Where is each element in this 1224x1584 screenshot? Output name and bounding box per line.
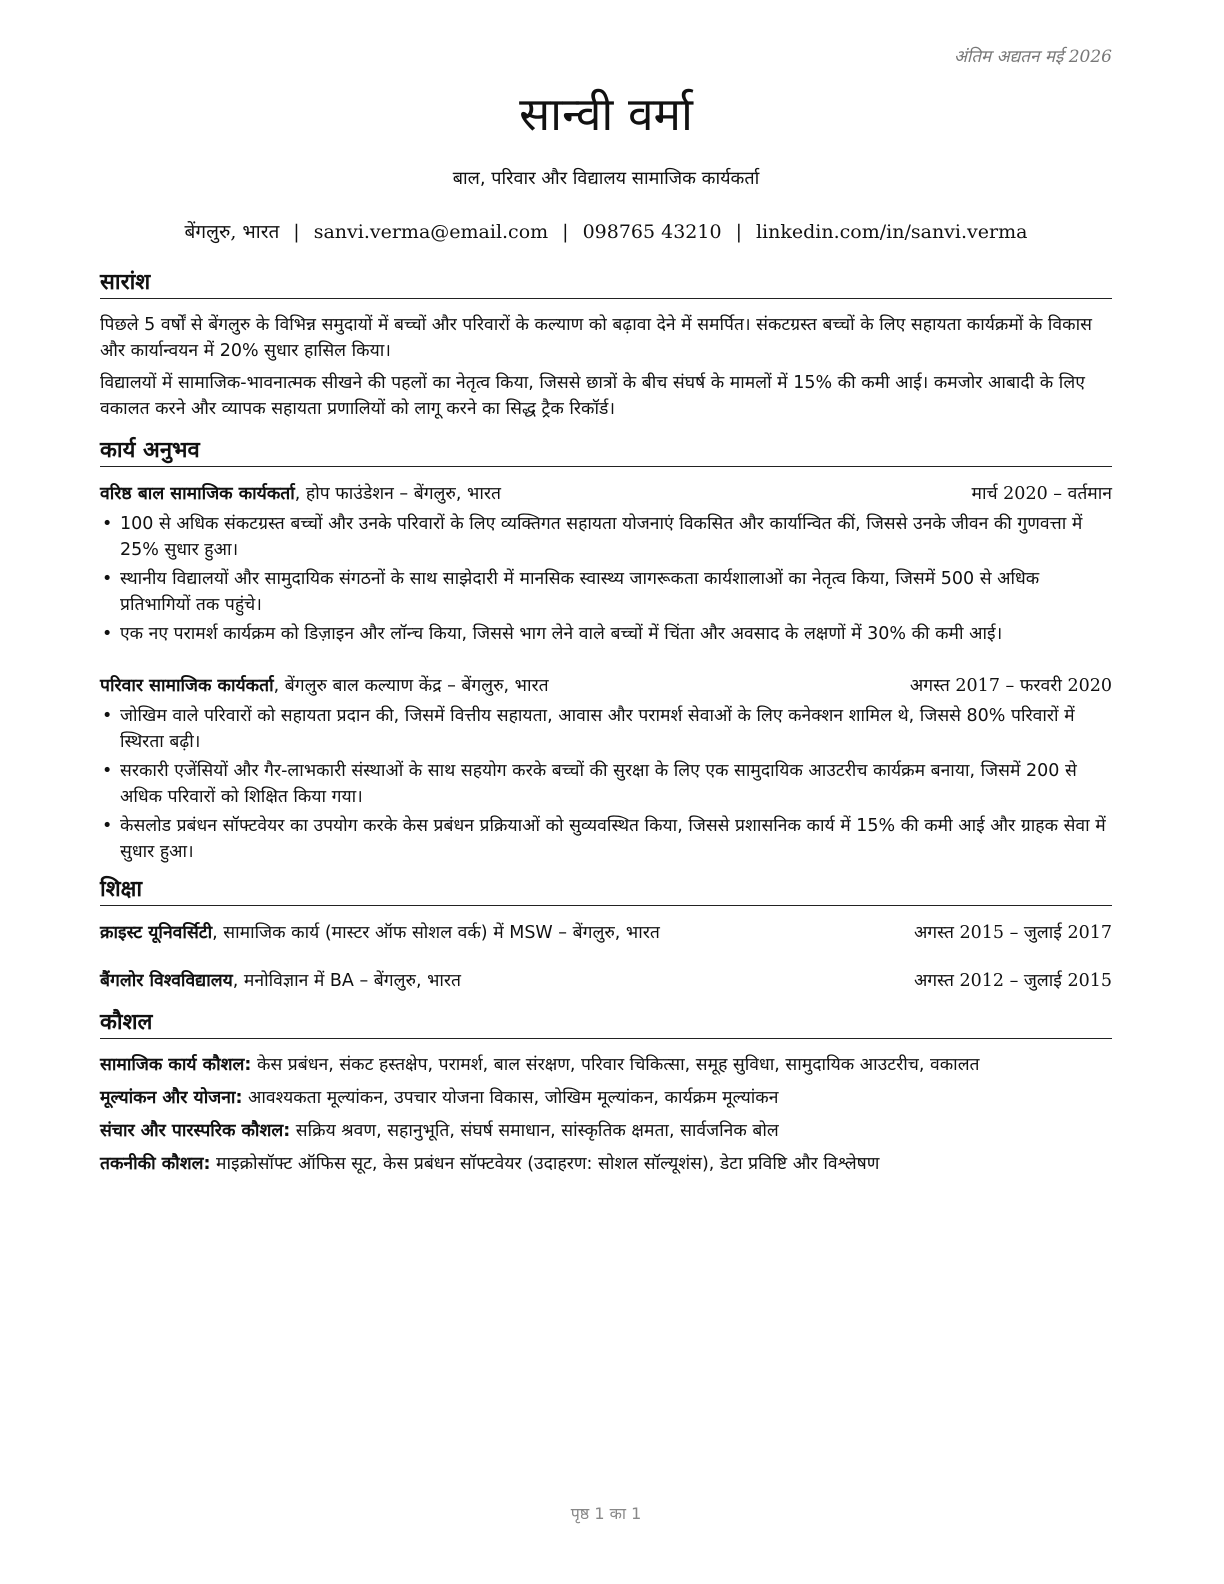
contact-line bbox=[100, 218, 1112, 244]
job-bullet: • केसलोड प्रबंधन सॉफ्टवेयर का उपयोग करके केस प्रबंधन प्रक्रियाओं को सुव्यवस्थित किया, जिससे प्रशासनिक कार्य में 15% की कमी आई और ग्राहक सेवा में सुधार हुआ। bbox=[100, 813, 1112, 865]
summary-paragraph: विद्यालयों में सामाजिक-भावनात्मक सीखने की पहलों का नेतृत्व किया, जिससे छात्रों के बीच संघर्ष के मामलों में 15% की कमी आई। कमजोर आबादी के लिए वकालत करने और व्यापक सहायता प्रणालियों को लागू करने का सिद्ध ट्रैक रिकॉर्ड। bbox=[100, 373, 1085, 419]
summary-section bbox=[100, 312, 1112, 428]
skill-label: सामाजिक कार्य कौशल: bbox=[100, 1055, 252, 1075]
skill-row bbox=[100, 1118, 1112, 1144]
resume-tagline: बाल, परिवार और विद्यालय सामाजिक कार्यकर्ता bbox=[452, 168, 760, 189]
section-title-summary: सारांश bbox=[100, 268, 1112, 299]
skill-value: आवश्यकता मूल्यांकन, उपचार योजना विकास, जोखिम मूल्यांकन, कार्यक्रम मूल्यांकन bbox=[242, 1088, 779, 1108]
skill-row bbox=[100, 1151, 1112, 1177]
job-bullet: • 100 से अधिक संकटग्रस्त बच्चों और उनके परिवारों के लिए व्यक्तिगत सहायता योजनाएं विकसित और कार्यान्वित कीं, जिससे उनके जीवन की गुणवत्ता में 25% सुधार हुआ। bbox=[100, 511, 1112, 563]
education-institution: बैंगलोर विश्वविद्यालय bbox=[100, 971, 233, 991]
contact-location: बेंगलुरु, भारत bbox=[184, 221, 280, 243]
job-dates: अगस्त 2017 – फरवरी 2020 bbox=[909, 676, 1112, 696]
skill-value: सक्रिय श्रवण, सहानुभूति, संघर्ष समाधान, सांस्कृतिक क्षमता, सार्वजनिक बोल bbox=[290, 1121, 779, 1141]
job-dates: मार्च 2020 – वर्तमान bbox=[971, 484, 1112, 504]
skill-label: तकनीकी कौशल: bbox=[100, 1154, 211, 1174]
job-title-line bbox=[100, 673, 549, 699]
contact-separator: | bbox=[562, 221, 569, 243]
education-dates: अगस्त 2015 – जुलाई 2017 bbox=[913, 923, 1112, 943]
education-title-line bbox=[100, 920, 660, 946]
skills-section bbox=[100, 1052, 1112, 1184]
education-entry bbox=[100, 920, 1112, 946]
summary-paragraph: पिछले 5 वर्षों से बेंगलुरु के विभिन्न समुदायों में बच्चों और परिवारों के कल्याण को बढ़ावा देने में समर्पित। संकटग्रस्त बच्चों के लिए सहायता कार्यक्रमों के विकास और कार्यान्वयन में 20% सुधार हासिल किया। bbox=[100, 315, 1092, 361]
job-bullet: • स्थानीय विद्यालयों और सामुदायिक संगठनों के साथ साझेदारी में मानसिक स्वास्थ्य जागरूकता कार्यशालाओं का नेतृत्व किया, जिसमें 500 से अधिक प्रतिभागियों तक पहुंचे। bbox=[100, 566, 1112, 618]
job-bullets bbox=[100, 703, 1112, 865]
skill-value: केस प्रबंधन, संकट हस्तक्षेप, परामर्श, बाल संरक्षण, परिवार चिकित्सा, समूह सुविधा, सामुदायिक आउटरीच, वकालत bbox=[251, 1055, 980, 1075]
last-updated-note: अंतिम अद्यतन मई 2026 bbox=[953, 47, 1112, 67]
contact-separator: | bbox=[293, 221, 300, 243]
section-title-experience: कार्य अनुभव bbox=[100, 436, 1112, 467]
job-org: , होप फाउंडेशन – बेंगलुरु, भारत bbox=[294, 484, 501, 504]
job-bullet: • जोखिम वाले परिवारों को सहायता प्रदान की, जिसमें वित्तीय सहायता, आवास और परामर्श सेवाओं के लिए कनेक्शन शामिल थे, जिससे 80% परिवारों में स्थिरता बढ़ी। bbox=[100, 703, 1112, 755]
job-header bbox=[100, 673, 1112, 699]
job-title-line bbox=[100, 481, 501, 507]
education-institution: क्राइस्ट यूनिवर्सिटी bbox=[100, 923, 213, 943]
job-bullet: • एक नए परामर्श कार्यक्रम को डिज़ाइन और लॉन्च किया, जिससे भाग लेने वाले बच्चों में चिंता और अवसाद के लक्षणों में 30% की कमी आई। bbox=[100, 621, 1112, 647]
education-detail: , सामाजिक कार्य (मास्टर ऑफ सोशल वर्क) में MSW – बेंगलुरु, भारत bbox=[212, 923, 660, 943]
job-header bbox=[100, 481, 1112, 507]
education-entry bbox=[100, 968, 1112, 994]
skill-row bbox=[100, 1085, 1112, 1111]
skill-value: माइक्रोसॉफ्ट ऑफिस सूट, केस प्रबंधन सॉफ्टवेयर (उदाहरण: सोशल सॉल्यूशंस), डेटा प्रविष्टि और विश्लेषण bbox=[210, 1154, 880, 1174]
education-dates: अगस्त 2012 – जुलाई 2015 bbox=[913, 971, 1112, 991]
section-title-education: शिक्षा bbox=[100, 875, 1112, 906]
job-entry bbox=[100, 673, 1112, 868]
education-row bbox=[100, 968, 1112, 994]
skill-label: मूल्यांकन और योजना: bbox=[100, 1088, 243, 1108]
contact-separator: | bbox=[735, 221, 742, 243]
section-title-skills: कौशल bbox=[100, 1008, 1112, 1039]
skill-row bbox=[100, 1052, 1112, 1078]
contact-linkedin-link[interactable]: linkedin.com/in/sanvi.verma bbox=[755, 221, 1028, 243]
job-org: , बेंगलुरु बाल कल्याण केंद्र – बेंगलुरु, भारत bbox=[273, 676, 549, 696]
job-bullets bbox=[100, 511, 1112, 647]
job-bullet: • सरकारी एजेंसियों और गैर-लाभकारी संस्थाओं के साथ सहयोग करके बच्चों की सुरक्षा के लिए एक सामुदायिक आउटरीच कार्यक्रम बनाया, जिसमें 200 से अधिक परिवारों को शिक्षित किया गया। bbox=[100, 758, 1112, 810]
job-role: वरिष्ठ बाल सामाजिक कार्यकर्ता bbox=[100, 484, 295, 504]
job-entry bbox=[100, 481, 1112, 650]
education-detail: , मनोविज्ञान में BA – बेंगलुरु, भारत bbox=[232, 971, 462, 991]
resume-name: सान्वी वर्मा bbox=[519, 87, 693, 141]
resume-page bbox=[100, 0, 1112, 1584]
page-number: पृष्ठ 1 का 1 bbox=[570, 1504, 642, 1523]
education-title-line bbox=[100, 968, 461, 994]
education-row bbox=[100, 920, 1112, 946]
contact-email-link[interactable]: sanvi.verma@email.com bbox=[313, 221, 549, 243]
contact-phone: 098765 43210 bbox=[582, 221, 722, 243]
job-role: परिवार सामाजिक कार्यकर्ता bbox=[100, 676, 274, 696]
skill-label: संचार और पारस्परिक कौशल: bbox=[100, 1121, 291, 1141]
